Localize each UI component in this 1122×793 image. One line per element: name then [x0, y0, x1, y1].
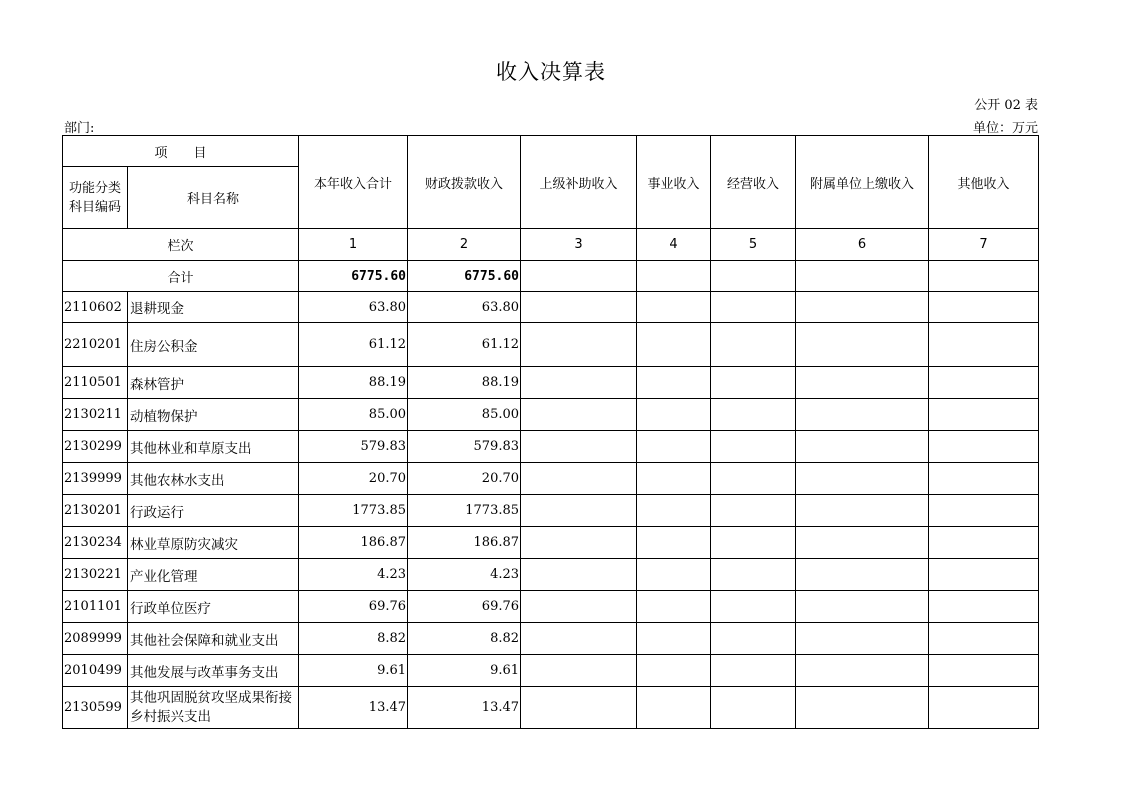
row-value: 8.82 [299, 623, 408, 655]
row-value [796, 655, 929, 687]
table-row [63, 655, 1039, 687]
header-col-6: 附属单位上缴收入 [796, 136, 929, 229]
row-value [711, 431, 796, 463]
row-value [521, 399, 637, 431]
row-code: 2210201 [63, 323, 128, 367]
total-value [637, 261, 711, 292]
header-col-2: 财政拨款收入 [408, 136, 521, 229]
row-value [521, 292, 637, 323]
row-value [796, 463, 929, 495]
column-index: 5 [711, 229, 796, 261]
row-subject-name: 其他社会保障和就业支出 [128, 623, 299, 655]
row-value [521, 527, 637, 559]
row-code: 2130599 [63, 687, 128, 729]
row-value: 186.87 [408, 527, 521, 559]
column-index: 1 [299, 229, 408, 261]
column-index: 2 [408, 229, 521, 261]
row-subject-name: 其他巩固脱贫攻坚成果衔接乡村振兴支出 [128, 687, 299, 729]
department-label: 部门: [64, 121, 95, 136]
row-code: 2130201 [63, 495, 128, 527]
header-col-1: 本年收入合计 [299, 136, 408, 229]
row-subject-name: 行政单位医疗 [128, 591, 299, 623]
row-value [711, 399, 796, 431]
row-value [521, 495, 637, 527]
table-row [63, 687, 1039, 729]
row-value [637, 559, 711, 591]
row-value: 61.12 [299, 323, 408, 367]
row-value [796, 399, 929, 431]
row-value [521, 431, 637, 463]
column-index: 4 [637, 229, 711, 261]
table-row [63, 559, 1039, 591]
table-row [63, 431, 1039, 463]
row-value [711, 591, 796, 623]
row-code: 2089999 [63, 623, 128, 655]
row-value [521, 623, 637, 655]
page-title: 收入决算表 [496, 60, 606, 84]
row-value [796, 431, 929, 463]
row-value [521, 591, 637, 623]
row-value [521, 687, 637, 729]
row-code: 2130234 [63, 527, 128, 559]
row-value [796, 527, 929, 559]
header-func-code-line1: 功能分类 [68, 180, 121, 196]
total-row [63, 261, 1039, 292]
row-value: 85.00 [408, 399, 521, 431]
row-value: 8.82 [408, 623, 521, 655]
row-value [637, 323, 711, 367]
header-subject-name: 科目名称 [128, 167, 299, 229]
row-code: 2130211 [63, 399, 128, 431]
row-value: 4.23 [408, 559, 521, 591]
row-value [796, 495, 929, 527]
row-subject-name: 退耕现金 [128, 292, 299, 323]
row-value [711, 623, 796, 655]
row-value [796, 323, 929, 367]
row-value [711, 367, 796, 399]
header-col-5: 经营收入 [711, 136, 796, 229]
total-value [929, 261, 1039, 292]
row-value [637, 399, 711, 431]
table-row [63, 323, 1039, 367]
row-value: 13.47 [408, 687, 521, 729]
row-value: 85.00 [299, 399, 408, 431]
row-value [637, 495, 711, 527]
row-value: 9.61 [299, 655, 408, 687]
row-value: 61.12 [408, 323, 521, 367]
row-code: 2139999 [63, 463, 128, 495]
row-code: 2110501 [63, 367, 128, 399]
row-code: 2101101 [63, 591, 128, 623]
table-row [63, 495, 1039, 527]
row-subject-name: 林业草原防灾减灾 [128, 527, 299, 559]
row-value [929, 431, 1039, 463]
column-index-label: 栏次 [63, 229, 299, 261]
row-value [796, 559, 929, 591]
header-col-4: 事业收入 [637, 136, 711, 229]
row-value [796, 687, 929, 729]
table-row [63, 591, 1039, 623]
row-subject-name: 动植物保护 [128, 399, 299, 431]
row-subject-name: 住房公积金 [128, 323, 299, 367]
row-code: 2130221 [63, 559, 128, 591]
row-subject-name: 其他林业和草原支出 [128, 431, 299, 463]
row-value [637, 687, 711, 729]
row-value [929, 559, 1039, 591]
row-value [711, 687, 796, 729]
row-value [637, 623, 711, 655]
header-project: 项 目 [63, 136, 299, 167]
row-value [637, 527, 711, 559]
row-value [796, 591, 929, 623]
row-subject-name: 产业化管理 [128, 559, 299, 591]
row-value: 13.47 [299, 687, 408, 729]
row-value [929, 367, 1039, 399]
row-value: 63.80 [408, 292, 521, 323]
table-row [63, 292, 1039, 323]
row-code: 2110602 [63, 292, 128, 323]
total-value [796, 261, 929, 292]
column-index-row [63, 229, 1039, 261]
row-value: 579.83 [299, 431, 408, 463]
row-value: 20.70 [408, 463, 521, 495]
row-value [711, 655, 796, 687]
row-value: 186.87 [299, 527, 408, 559]
header-func-code-line2: 科目编码 [68, 199, 121, 215]
row-value [521, 367, 637, 399]
row-subject-name: 行政运行 [128, 495, 299, 527]
row-value [929, 687, 1039, 729]
row-value [711, 495, 796, 527]
total-value [711, 261, 796, 292]
row-value [711, 292, 796, 323]
row-value [521, 559, 637, 591]
row-value: 88.19 [299, 367, 408, 399]
table-row [63, 367, 1039, 399]
row-value [637, 292, 711, 323]
row-value [637, 591, 711, 623]
row-value: 69.76 [408, 591, 521, 623]
row-value [521, 655, 637, 687]
row-value [711, 559, 796, 591]
row-value [637, 655, 711, 687]
row-value [796, 367, 929, 399]
row-value [929, 292, 1039, 323]
row-subject-name: 其他农林水支出 [128, 463, 299, 495]
row-value [637, 431, 711, 463]
row-value: 579.83 [408, 431, 521, 463]
unit-label: 单位：万元 [972, 121, 1038, 136]
column-index: 7 [929, 229, 1039, 261]
row-code: 2130299 [63, 431, 128, 463]
row-value: 69.76 [299, 591, 408, 623]
income-final-accounts-table [62, 135, 1039, 729]
row-value [521, 463, 637, 495]
row-value: 1773.85 [408, 495, 521, 527]
header-col-3: 上级补助收入 [521, 136, 637, 229]
header-col-7: 其他收入 [929, 136, 1039, 229]
total-value: 6775.60 [408, 261, 521, 292]
row-value [711, 323, 796, 367]
row-code: 2010499 [63, 655, 128, 687]
row-value [929, 463, 1039, 495]
row-value [796, 623, 929, 655]
row-value: 63.80 [299, 292, 408, 323]
row-value: 4.23 [299, 559, 408, 591]
row-value [929, 623, 1039, 655]
row-value [929, 399, 1039, 431]
header-row-project [63, 136, 1039, 167]
table-row [63, 527, 1039, 559]
row-subject-name: 其他发展与改革事务支出 [128, 655, 299, 687]
row-value [929, 591, 1039, 623]
row-value [796, 292, 929, 323]
row-value [637, 367, 711, 399]
table-row [63, 399, 1039, 431]
row-value [711, 527, 796, 559]
row-value: 9.61 [408, 655, 521, 687]
form-code: 公开 02 表 [974, 98, 1038, 113]
column-index: 6 [796, 229, 929, 261]
table-row [63, 463, 1039, 495]
row-value [521, 323, 637, 367]
total-value [521, 261, 637, 292]
row-value [711, 463, 796, 495]
row-subject-name: 森林管护 [128, 367, 299, 399]
row-value [929, 527, 1039, 559]
row-value [929, 655, 1039, 687]
row-value: 1773.85 [299, 495, 408, 527]
total-label: 合计 [63, 261, 299, 292]
total-value: 6775.60 [299, 261, 408, 292]
row-value [637, 463, 711, 495]
table-row [63, 623, 1039, 655]
row-value: 20.70 [299, 463, 408, 495]
row-value: 88.19 [408, 367, 521, 399]
row-value [929, 495, 1039, 527]
row-value [929, 323, 1039, 367]
column-index: 3 [521, 229, 637, 261]
header-func-code [63, 167, 128, 229]
